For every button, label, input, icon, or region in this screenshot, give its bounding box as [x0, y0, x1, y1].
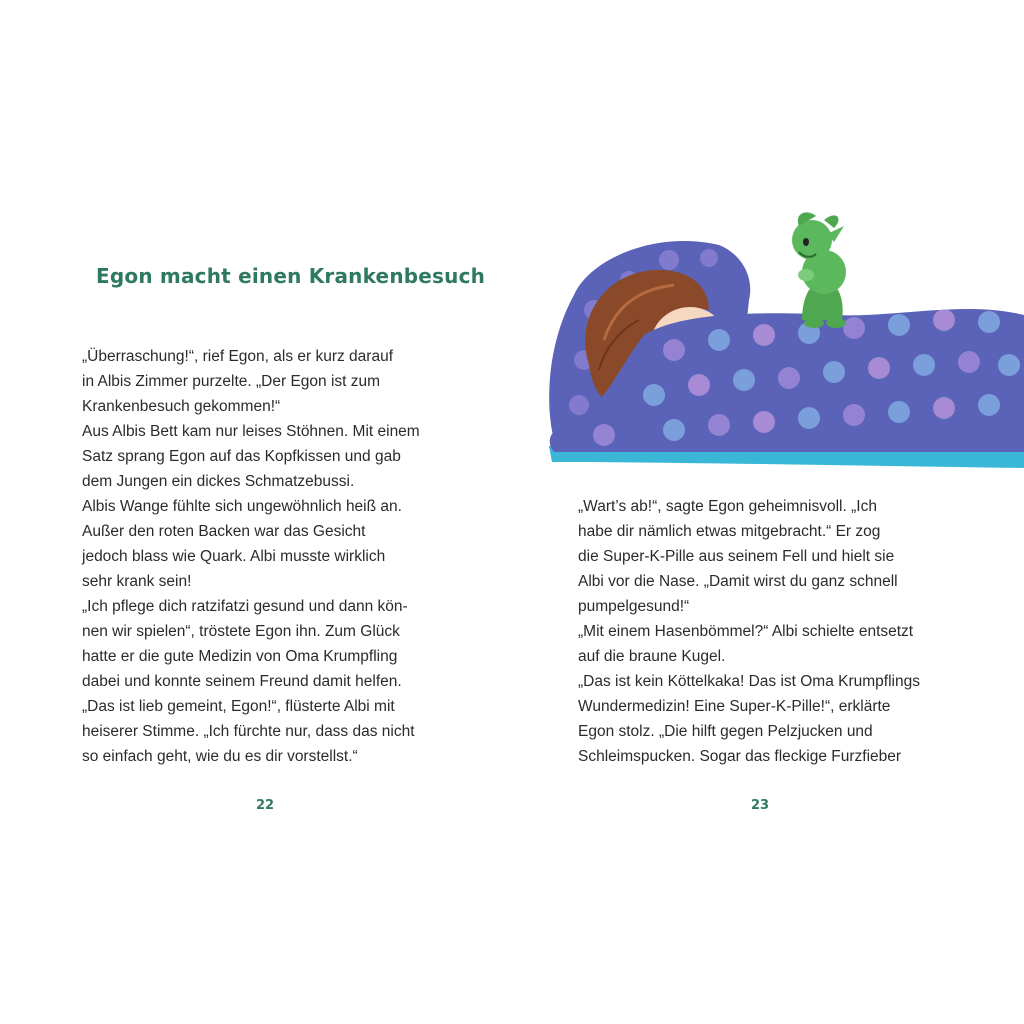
- text-line: Wundermedizin! Eine Super-K-Pille!“, erklärte: [578, 698, 891, 715]
- text-line: Schleimspucken. Sogar das fleckige Furzfieber: [578, 748, 902, 765]
- text-line: hatte er die gute Medizin von Oma Krumpfling: [82, 648, 398, 665]
- text-line: auf die braune Kugel.: [578, 648, 726, 665]
- text-line: pumpelgesund!“: [578, 598, 690, 615]
- text-line: dem Jungen ein dickes Schmatzebussi.: [82, 473, 355, 490]
- left-page-body: [82, 344, 420, 769]
- text-line: dabei und konnte seinem Freund damit helfen.: [82, 673, 402, 690]
- page-number-left: 22: [256, 798, 275, 813]
- text-line: jedoch blass wie Quark. Albi musste wirklich: [82, 548, 386, 565]
- text-line: „Mit einem Hasenbömmel?“ Albi schielte entsetzt: [578, 623, 914, 640]
- page-number-right: 23: [751, 798, 770, 813]
- right-page: [512, 0, 1024, 1024]
- bedroom-illustration: [544, 200, 1024, 480]
- text-line: „Überraschung!“, rief Egon, als er kurz darauf: [82, 348, 393, 365]
- text-line: Krankenbesuch gekommen!“: [82, 398, 281, 415]
- text-line: so einfach geht, wie du es dir vorstellst.“: [82, 748, 358, 765]
- text-line: „Das ist kein Köttelkaka! Das ist Oma Krumpflings: [578, 673, 920, 690]
- text-line: „Das ist lieb gemeint, Egon!“, flüsterte Albi mit: [82, 698, 395, 715]
- text-line: Albis Wange fühlte sich ungewöhnlich heiß an.: [82, 498, 402, 515]
- green-troll-egon: [792, 212, 846, 328]
- right-page-body: [578, 494, 920, 769]
- text-line: Außer den roten Backen war das Gesicht: [82, 523, 366, 540]
- text-line: Aus Albis Bett kam nur leises Stöhnen. Mit einem: [82, 423, 420, 440]
- text-line: Albi vor die Nase. „Damit wirst du ganz schnell: [578, 573, 898, 590]
- text-line: Egon stolz. „Die hilft gegen Pelzjucken und: [578, 723, 873, 740]
- text-line: sehr krank sein!: [82, 573, 192, 590]
- text-line: nen wir spielen“, tröstete Egon ihn. Zum Glück: [82, 623, 400, 640]
- text-line: „Ich pflege dich ratzifatzi gesund und dann kön-: [82, 598, 408, 615]
- text-line: „Wart’s ab!“, sagte Egon geheimnisvoll. „Ich: [578, 498, 877, 515]
- text-line: Satz sprang Egon auf das Kopfkissen und gab: [82, 448, 401, 465]
- chapter-title: Egon macht einen Krankenbesuch: [96, 264, 486, 288]
- text-line: in Albis Zimmer purzelte. „Der Egon ist zum: [82, 373, 381, 390]
- text-line: habe dir nämlich etwas mitgebracht.“ Er zog: [578, 523, 881, 540]
- text-line: heiserer Stimme. „Ich fürchte nur, dass das nicht: [82, 723, 415, 740]
- text-line: die Super-K-Pille aus seinem Fell und hielt sie: [578, 548, 895, 565]
